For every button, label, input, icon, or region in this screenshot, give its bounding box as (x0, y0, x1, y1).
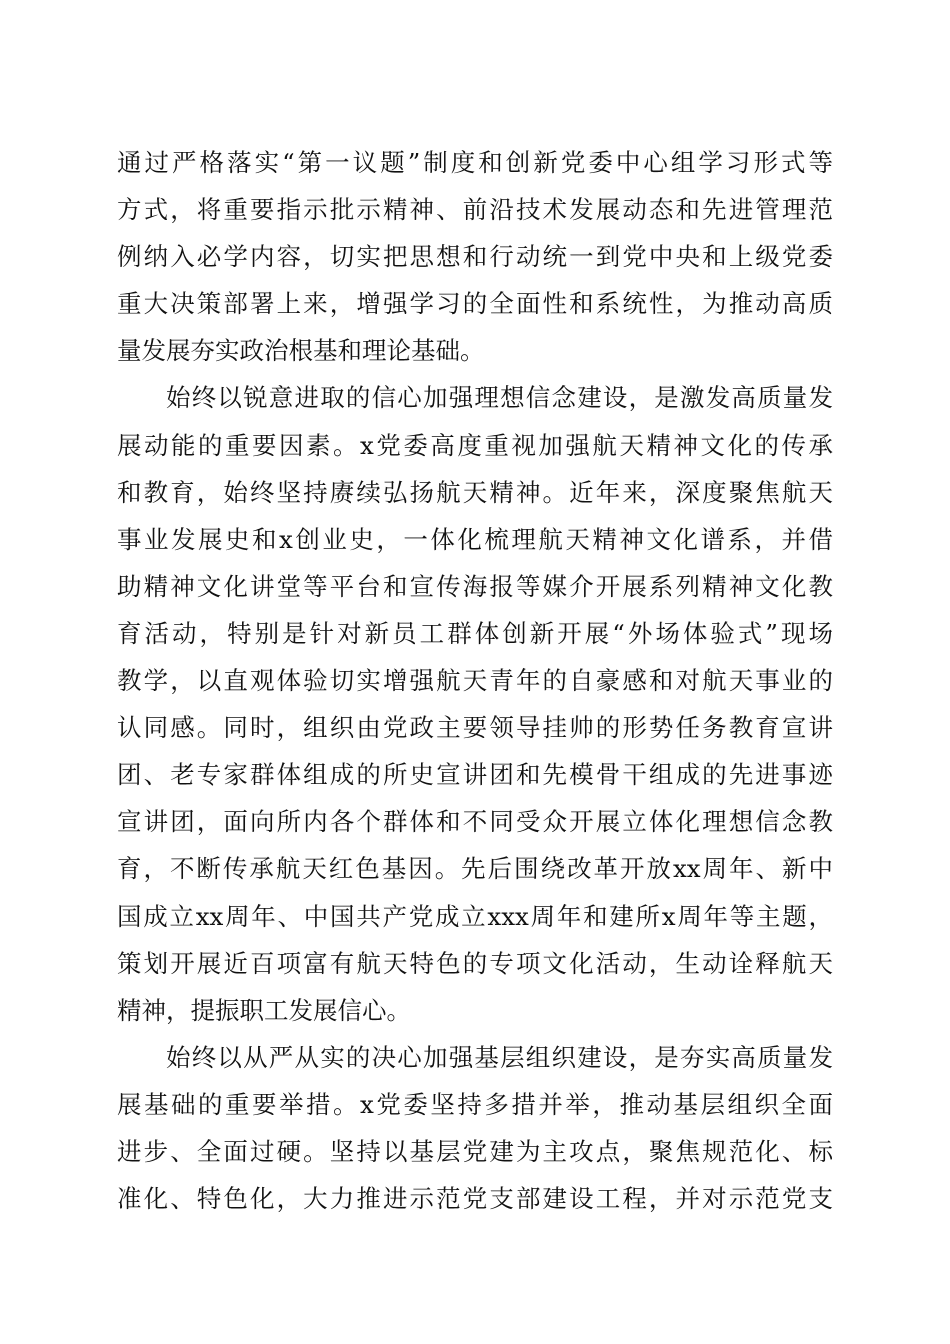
document-body (117, 139, 833, 1222)
text-line: 团、老专家群体组成的所史宣讲团和先模骨干组成的先进事迹 (117, 760, 833, 790)
text-line: 量发展夯实政治根基和理论基础。 (117, 336, 485, 366)
text-line: 国成立xx周年、中国共产党成立xxx周年和建所x周年等主题， (117, 901, 833, 931)
text-line: 展动能的重要因素。x党委高度重视加强航天精神文化的传承 (117, 430, 833, 460)
text-line: 例纳入必学内容，切实把思想和行动统一到党中央和上级党委 (117, 242, 833, 272)
text-line: 策划开展近百项富有航天特色的专项文化活动，生动诠释航天 (117, 948, 833, 978)
text-line: 认同感。同时，组织由党政主要领导挂帅的形势任务教育宣讲 (117, 713, 833, 743)
text-line: 助精神文化讲堂等平台和宣传海报等媒介开展系列精神文化教 (117, 571, 833, 601)
text-line: 育，不断传承航天红色基因。先后围绕改革开放xx周年、新中 (117, 854, 833, 884)
text-line: 教学，以直观体验切实增强航天青年的自豪感和对航天事业的 (117, 666, 833, 696)
text-line: 始终以锐意进取的信心加强理想信念建设，是激发高质量发 (166, 383, 833, 413)
text-line: 事业发展史和x创业史，一体化梳理航天精神文化谱系，并借 (117, 524, 833, 554)
text-line: 进步、全面过硬。坚持以基层党建为主攻点，聚焦规范化、标 (117, 1136, 833, 1166)
paragraph-3 (117, 1034, 833, 1222)
text-line: 和教育，始终坚持赓续弘扬航天精神。近年来，深度聚焦航天 (117, 477, 833, 507)
text-line: 育活动，特别是针对新员工群体创新开展“外场体验式”现场 (117, 618, 833, 648)
text-line: 宣讲团，面向所内各个群体和不同受众开展立体化理想信念教 (117, 807, 833, 837)
paragraph-2 (117, 374, 833, 1033)
text-line: 方式，将重要指示批示精神、前沿技术发展动态和先进管理范 (117, 195, 833, 225)
paragraph-1 (117, 139, 833, 374)
text-line: 精神，提振职工发展信心。 (117, 995, 411, 1025)
text-line: 准化、特色化，大力推进示范党支部建设工程，并对示范党支 (117, 1184, 833, 1214)
text-line: 始终以从严从实的决心加强基层组织建设，是夯实高质量发 (166, 1042, 833, 1072)
text-line: 展基础的重要举措。x党委坚持多措并举，推动基层组织全面 (117, 1089, 833, 1119)
text-line: 通过严格落实“第一议题”制度和创新党委中心组学习形式等 (117, 148, 833, 177)
text-line: 重大决策部署上来，增强学习的全面性和系统性，为推动高质 (117, 289, 833, 319)
